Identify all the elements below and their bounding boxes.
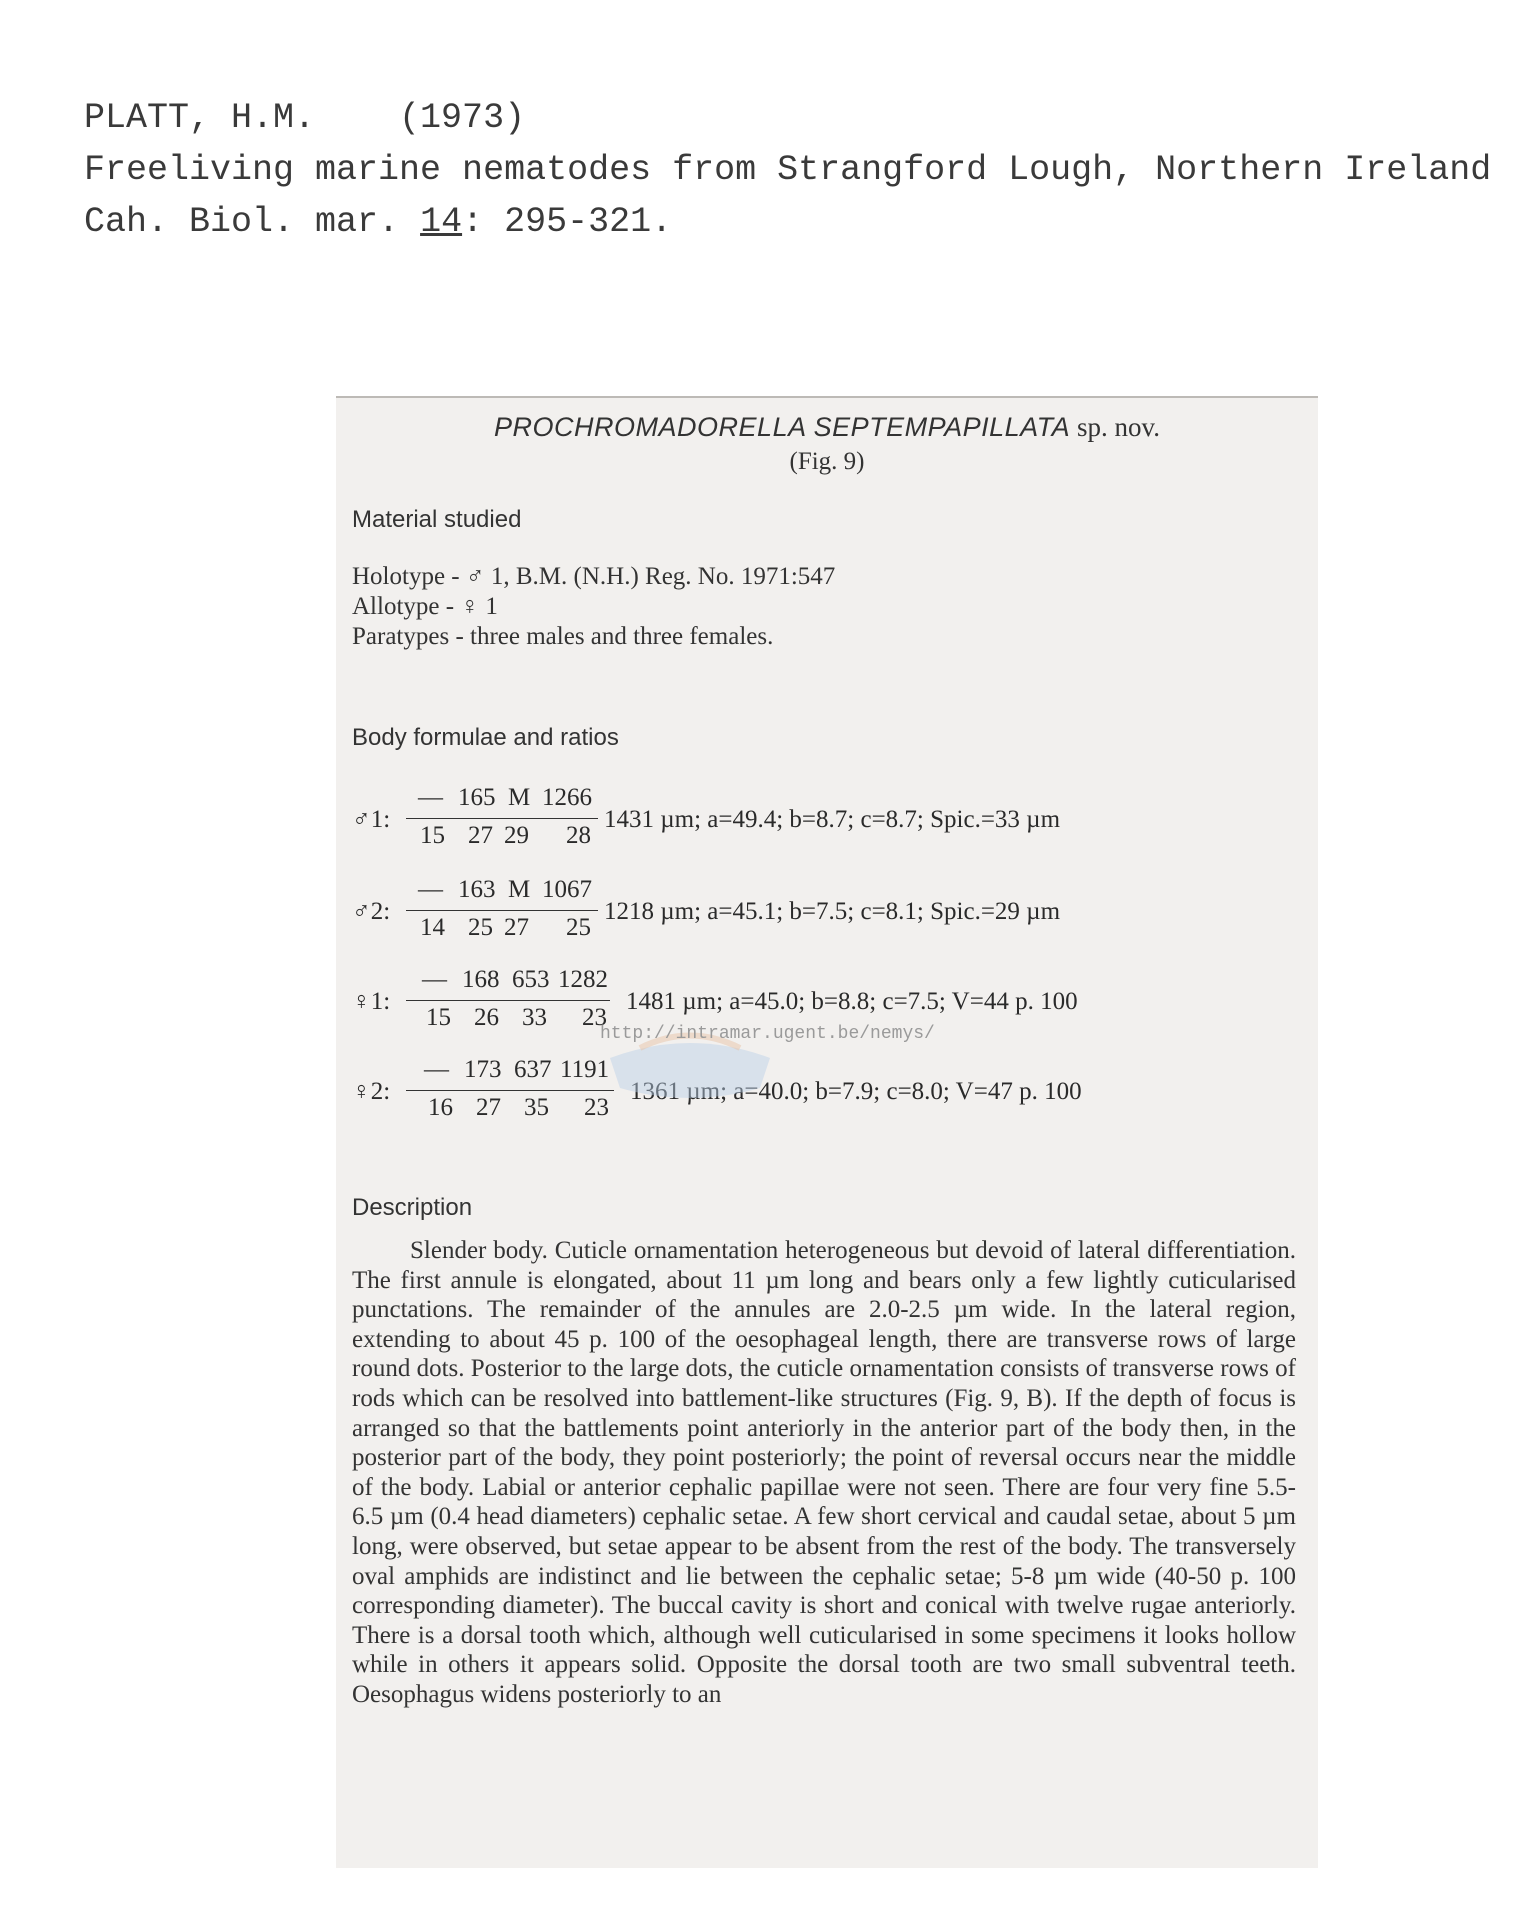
- citation-author-year: PLATT, H.M. (1973): [84, 98, 526, 138]
- formula-measurements: 1431 µm; a=49.4; b=8.7; c=8.7; Spic.=33 µm: [604, 806, 1061, 833]
- material-heading: Material studied: [352, 506, 522, 533]
- num-cell: 173: [464, 1056, 502, 1083]
- watermark-url: http://intramar.ugent.be/nemys/: [600, 1024, 935, 1044]
- den-cell: 23: [582, 1004, 607, 1031]
- den-cell: 27: [468, 822, 493, 849]
- den-cell: 23: [584, 1094, 609, 1121]
- den-cell: 27: [504, 914, 529, 941]
- num-cell: M: [508, 784, 531, 811]
- material-list: [352, 562, 835, 652]
- num-cell: 163: [458, 876, 496, 903]
- formula-measurements: 1361 µm; a=40.0; b=7.9; c=8.0; V=47 p. 100: [630, 1078, 1082, 1105]
- den-cell: 29: [504, 822, 529, 849]
- formula-label: ♀1:: [352, 988, 391, 1015]
- formula-measurements: 1218 µm; a=45.1; b=7.5; c=8.1; Spic.=29 µm: [604, 898, 1061, 925]
- fraction-bar: [406, 1000, 610, 1001]
- formula-male-2: [352, 876, 1312, 950]
- material-holotype: Holotype - ♂ 1, B.M. (N.H.) Reg. No. 1971:547: [352, 563, 836, 590]
- body-formulae-heading: Body formulae and ratios: [352, 724, 619, 751]
- num-cell: M: [508, 876, 531, 903]
- formula-fraction: [398, 876, 598, 948]
- species-suffix: sp. nov.: [1076, 412, 1160, 442]
- formula-male-1: [352, 784, 1312, 858]
- species-name: PROCHROMADORELLA SEPTEMPAPILLATA: [494, 412, 1071, 442]
- num-cell: —: [424, 1056, 449, 1083]
- citation-header: [84, 92, 1491, 248]
- den-cell: 25: [566, 914, 591, 941]
- num-cell: 1191: [560, 1056, 610, 1083]
- material-paratypes: Paratypes - three males and three females.: [352, 623, 774, 650]
- num-cell: 1266: [542, 784, 592, 811]
- formula-fraction: [398, 784, 598, 856]
- den-cell: 15: [426, 1004, 451, 1031]
- material-allotype: Allotype - ♀ 1: [352, 593, 498, 620]
- fraction-bar: [406, 910, 598, 911]
- num-cell: 165: [458, 784, 496, 811]
- fraction-bar: [406, 1090, 614, 1091]
- num-cell: —: [418, 876, 443, 903]
- formula-label: ♂1:: [352, 806, 391, 833]
- den-cell: 14: [420, 914, 445, 941]
- formula-female-2: [352, 1056, 1312, 1130]
- formula-label: ♀2:: [352, 1078, 391, 1105]
- num-cell: 637: [514, 1056, 552, 1083]
- formula-fraction: [398, 1056, 614, 1128]
- num-cell: 1282: [558, 966, 608, 993]
- formula-label: ♂2:: [352, 898, 391, 925]
- den-cell: 33: [522, 1004, 547, 1031]
- citation-pages: : 295-321.: [462, 202, 673, 242]
- num-cell: —: [422, 966, 447, 993]
- den-cell: 28: [566, 822, 591, 849]
- num-cell: —: [418, 784, 443, 811]
- citation-journal: [84, 196, 1491, 248]
- den-cell: 16: [428, 1094, 453, 1121]
- den-cell: 35: [524, 1094, 549, 1121]
- den-cell: 15: [420, 822, 445, 849]
- description-body: [352, 1236, 1296, 1710]
- formula-fraction: [398, 966, 610, 1038]
- citation-volume: 14: [420, 202, 463, 242]
- den-cell: 27: [476, 1094, 501, 1121]
- den-cell: 26: [474, 1004, 499, 1031]
- scanned-page: [336, 396, 1318, 1868]
- description-paragraph: Slender body. Cuticle ornamentation heterogeneous but devoid of lateral differentiation. The first annule is elongated, about 11 µm long and bears only a few lightly cuticularised punctations. The remainder of the annules are 2.0-2.5 µm wide. In the lateral region, extending to about 45 p. 100 of the oesophageal length, there are transverse rows of large round dots. Posterior to the large dots, the cuticle ornamentation consists of transverse rows of rods which can be resolved into battlement-like structures (Fig. 9, B). If the depth of focus is arranged so that the battlements point anteriorly in the anterior part of the body then, in the posterior part of the body, they point posteriorly; the point of reversal occurs near the middle of the body. Labial or anterior cephalic papillae were not seen. There are four very fine 5.5-6.5 µm (0.4 head diameters) cephalic setae. A few short cervical and caudal setae, about 5 µm long, were observed, but setae appear to be absent from the rest of the body. The transversely oval amphids are indistinct and lie between the cephalic setae; 5-8 µm wide (40-50 p. 100 corresponding diameter). The buccal cavity is short and conical with twelve rugae anteriorly. There is a dorsal tooth which, although well cuticularised in some specimens it looks hollow while in others it appears solid. Opposite the dorsal tooth are two small subventral teeth. Oesophagus widens posteriorly to an: [352, 1237, 1296, 1708]
- citation-title: Freeliving marine nematodes from Strangford Lough, Northern Ireland: [84, 150, 1492, 190]
- den-cell: 25: [468, 914, 493, 941]
- description-heading: Description: [352, 1194, 473, 1221]
- figure-reference: (Fig. 9): [789, 448, 865, 475]
- num-cell: 1067: [542, 876, 592, 903]
- formula-measurements: 1481 µm; a=45.0; b=8.8; c=7.5; V=44 p. 100: [626, 988, 1078, 1015]
- species-title: [336, 412, 1318, 443]
- fraction-bar: [406, 818, 598, 819]
- num-cell: 653: [512, 966, 550, 993]
- citation-journal-name: Cah. Biol. mar.: [84, 202, 421, 242]
- num-cell: 168: [462, 966, 500, 993]
